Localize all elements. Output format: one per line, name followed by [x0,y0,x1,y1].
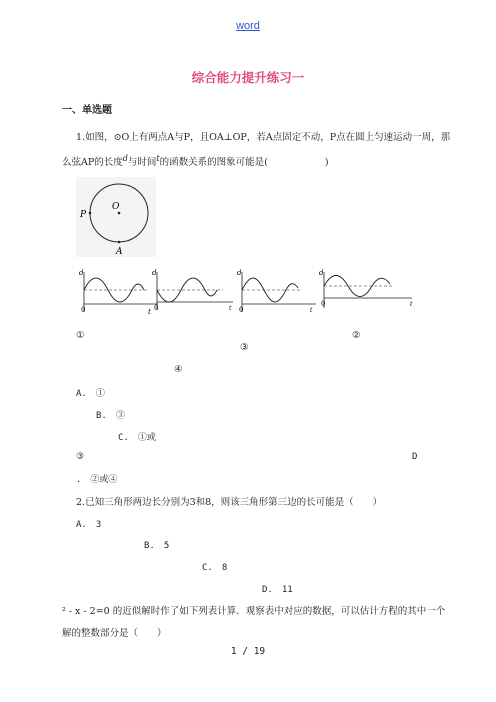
label-o: O [112,202,120,212]
q1-option-c: C. ①或 [118,433,156,443]
q1-option-a: A. ① [76,389,105,399]
label-p: P [80,210,87,220]
g3-axis-d: d [237,269,242,277]
graph-2 [151,268,237,316]
q2-option-a: A. 3 [76,520,102,530]
graph-3 [236,268,320,316]
header-link[interactable]: word [236,20,260,32]
q2-stem: 2.已知三角形两边长分别为3和8，则该三角形第三边的长可能是（ ） [76,497,383,508]
label-a: A [116,247,123,257]
g1-axis-d: d [79,269,84,277]
point-a-dot [118,241,121,244]
q1-stem-line1: 1.如图，⊙O上有两点A与P，且OA⊥OP，若A点固定不动，P点在圆上匀速运动一周，那 [76,132,451,143]
marker-2: ② [352,330,361,341]
q1-stem-line2 [62,154,329,168]
q3-stem-line1: ² - x - 2=0 的近似解时作了如下列表计算．观察表中对应的数据，可以估计方程的其中一个 [62,606,446,617]
q1-option-d-letter: D [412,452,418,462]
q1-var-d: d [122,154,128,163]
g4-axis-d: d [319,269,324,277]
g3-origin: 0 [239,306,244,314]
point-p-dot [89,212,92,215]
center-dot [118,212,121,215]
q3-stem-line2: 解的整数部分是（ ） [62,628,167,639]
graph-1 [78,268,162,316]
circle-figure [76,177,156,257]
g3-axis-t: t [310,307,313,314]
q2-option-d: D. 11 [262,585,293,595]
g1-origin: 0 [81,306,86,314]
q1-option-b: B. ③ [96,411,125,421]
page-number: 1 / 19 [230,646,266,657]
section-heading: 一、单选题 [62,105,112,116]
q1-var-t: t [156,154,160,163]
q1-option-d: . ②或④ [76,475,118,485]
marker-1: ① [76,330,85,341]
g2-axis-d: d [152,269,157,277]
g4-axis-t: t [410,301,413,308]
q1-stem-part-a: 么弦AP的长度 [62,157,123,169]
q1-stem-part-c: 的函数关系的图象可能是( ) [159,157,329,169]
g1-axis-t: t [148,308,151,316]
q1-stem-part-b: 与时间 [127,157,157,169]
graph-4 [318,268,418,316]
circle-diagram [76,177,156,257]
q2-option-c: C. 8 [202,563,228,573]
marker-3: ③ [240,342,249,353]
q2-option-b: B. 5 [144,541,170,551]
g2-axis-t: t [229,305,232,312]
g4-origin: 0 [321,300,326,308]
q1-option-c-cont: ③ [76,452,85,462]
marker-4: ④ [174,364,183,375]
page-title: 综合能力提升练习一 [191,70,305,85]
g2-origin: 0 [154,304,159,312]
